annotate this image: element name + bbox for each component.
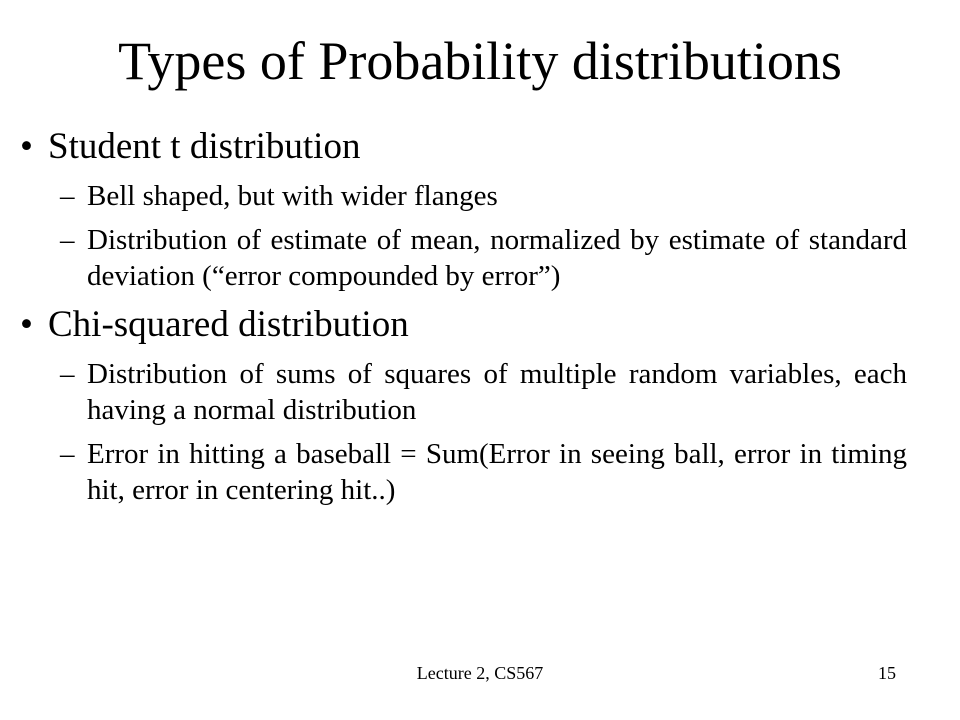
page-number: 15 xyxy=(878,663,896,683)
dash-icon: – xyxy=(60,224,75,256)
footer-lecture-label: Lecture 2, CS567 xyxy=(416,663,544,683)
slide-content xyxy=(20,124,920,516)
bullet-student-t xyxy=(20,124,920,170)
bullet-dot-icon: • xyxy=(20,126,33,167)
subitem-bell-shaped xyxy=(20,178,920,214)
subitem-baseball-error xyxy=(20,436,920,508)
dash-icon: – xyxy=(60,180,75,212)
dash-icon: – xyxy=(60,438,75,470)
subitem-text: Distribution of estimate of mean, normalized by estimate of standard deviation (“error compounded by error”) xyxy=(87,224,907,292)
subitem-sums-of-squares xyxy=(20,356,920,428)
bullet-text: Chi-squared distribution xyxy=(48,304,409,345)
subitem-text: Bell shaped, but with wider flanges xyxy=(87,180,498,212)
dash-icon: – xyxy=(60,358,75,390)
subitem-text: Distribution of sums of squares of multiple random variables, each having a normal distribution xyxy=(87,358,907,426)
bullet-dot-icon: • xyxy=(20,304,33,345)
subitem-text: Error in hitting a baseball = Sum(Error in seeing ball, error in timing hit, error in centering hit..) xyxy=(87,438,907,506)
bullet-group-student-t xyxy=(20,124,920,294)
bullet-group-chi-squared xyxy=(20,302,920,508)
bullet-chi-squared xyxy=(20,302,920,348)
bullet-text: Student t distribution xyxy=(48,126,361,167)
subitem-distribution-of-estimate xyxy=(20,222,920,294)
slide-title: Types of Probability distributions xyxy=(118,31,842,91)
